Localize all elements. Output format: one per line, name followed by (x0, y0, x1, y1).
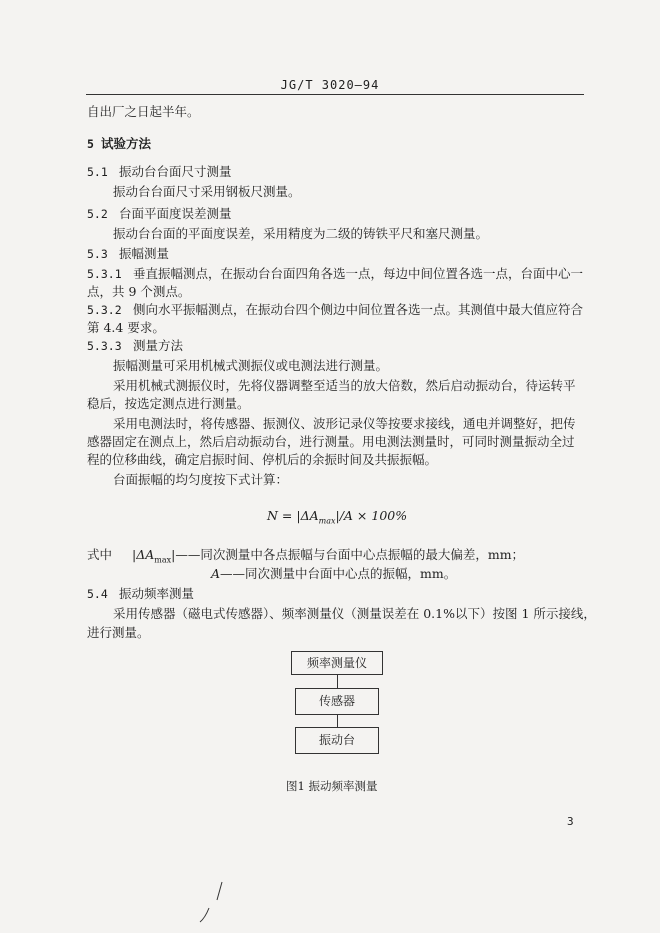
text-line: 稳后，按选定测点进行测量。 (87, 396, 250, 411)
diagram-box-frequency-meter: 频率测量仪 (291, 651, 383, 675)
diagram-connector (337, 715, 338, 727)
text-line: 台面振幅的均匀度按下式计算： (113, 472, 289, 487)
text-line: 5.3.2 侧向水平振幅测点，在振动台四个侧边中间位置各选一点。其测值中最大值应符合 (87, 302, 584, 317)
text-line: 振动台台面尺寸采用钢板尺测量。 (113, 184, 301, 199)
text-line: 感器固定在测点上，然后启动振动台，进行测量。用电测法测量时，可同时测量振动全过 (87, 434, 575, 449)
section-heading: 5.3 振幅测量 (87, 246, 170, 261)
text-line: 振幅测量可采用机械式测振仪或电测法进行测量。 (113, 358, 389, 373)
figure-caption: 图1 振动频率测量 (286, 779, 378, 793)
text-line: 振动台台面的平面度误差，采用精度为二级的铸铁平尺和塞尺测量。 (113, 226, 489, 241)
formula-definition: A——同次测量中台面中心点的振幅，mm。 (211, 566, 457, 581)
page-number: 3 (567, 815, 574, 828)
text-line: 5.3.1 垂直振幅测点，在振动台台面四角各选一点，每边中间位置各选一点，台面中心一 (87, 266, 584, 281)
page-header-standard-code: JG/T 3020—94 (280, 78, 380, 92)
diagram-box-sensor: 传感器 (295, 688, 379, 715)
text-line: 程的位移曲线，确定启振时间、停机后的余振时间及共振振幅。 (87, 452, 438, 467)
text-line: 采用机械式测振仪时，先将仪器调整至适当的放大倍数，然后启动振动台，待运转平 (113, 378, 576, 393)
uniformity-formula: $N = |\Delta A_{max}|/A \times 100\%$ (267, 508, 408, 526)
formula-definition: 式中 $|\Delta A_{max}|——$同次测量中各点振幅与台面中心点振幅的最大偏差，mm； (87, 547, 525, 565)
text-line: 第 4.4 要求。 (87, 320, 165, 335)
section-heading: 5.4 振动频率测量 (87, 586, 195, 601)
text-line: 点，共 9 个测点。 (87, 284, 191, 299)
diagram-box-vibration-table: 振动台 (295, 727, 379, 754)
text-line: 采用电测法时，将传感器、振测仪、波形记录仪等按要求接线，通电并调整好，把传 (113, 416, 576, 431)
section-heading: 5.1 振动台台面尺寸测量 (87, 164, 232, 179)
diagram-connector (337, 675, 338, 688)
section-heading: 5 试验方法 (87, 136, 152, 151)
section-heading: 5.3.3 测量方法 (87, 338, 184, 353)
text-line: 自出厂之日起半年。 (87, 104, 200, 119)
text-line: 进行测量。 (87, 625, 150, 640)
text-line: 采用传感器（磁电式传感器）、频率测量仪（测量误差在 0.1%以下）按图 1 所示接线， (113, 606, 596, 621)
header-rule (86, 94, 584, 95)
pen-stroke-mark (195, 880, 235, 925)
section-heading: 5.2 台面平面度误差测量 (87, 206, 232, 221)
